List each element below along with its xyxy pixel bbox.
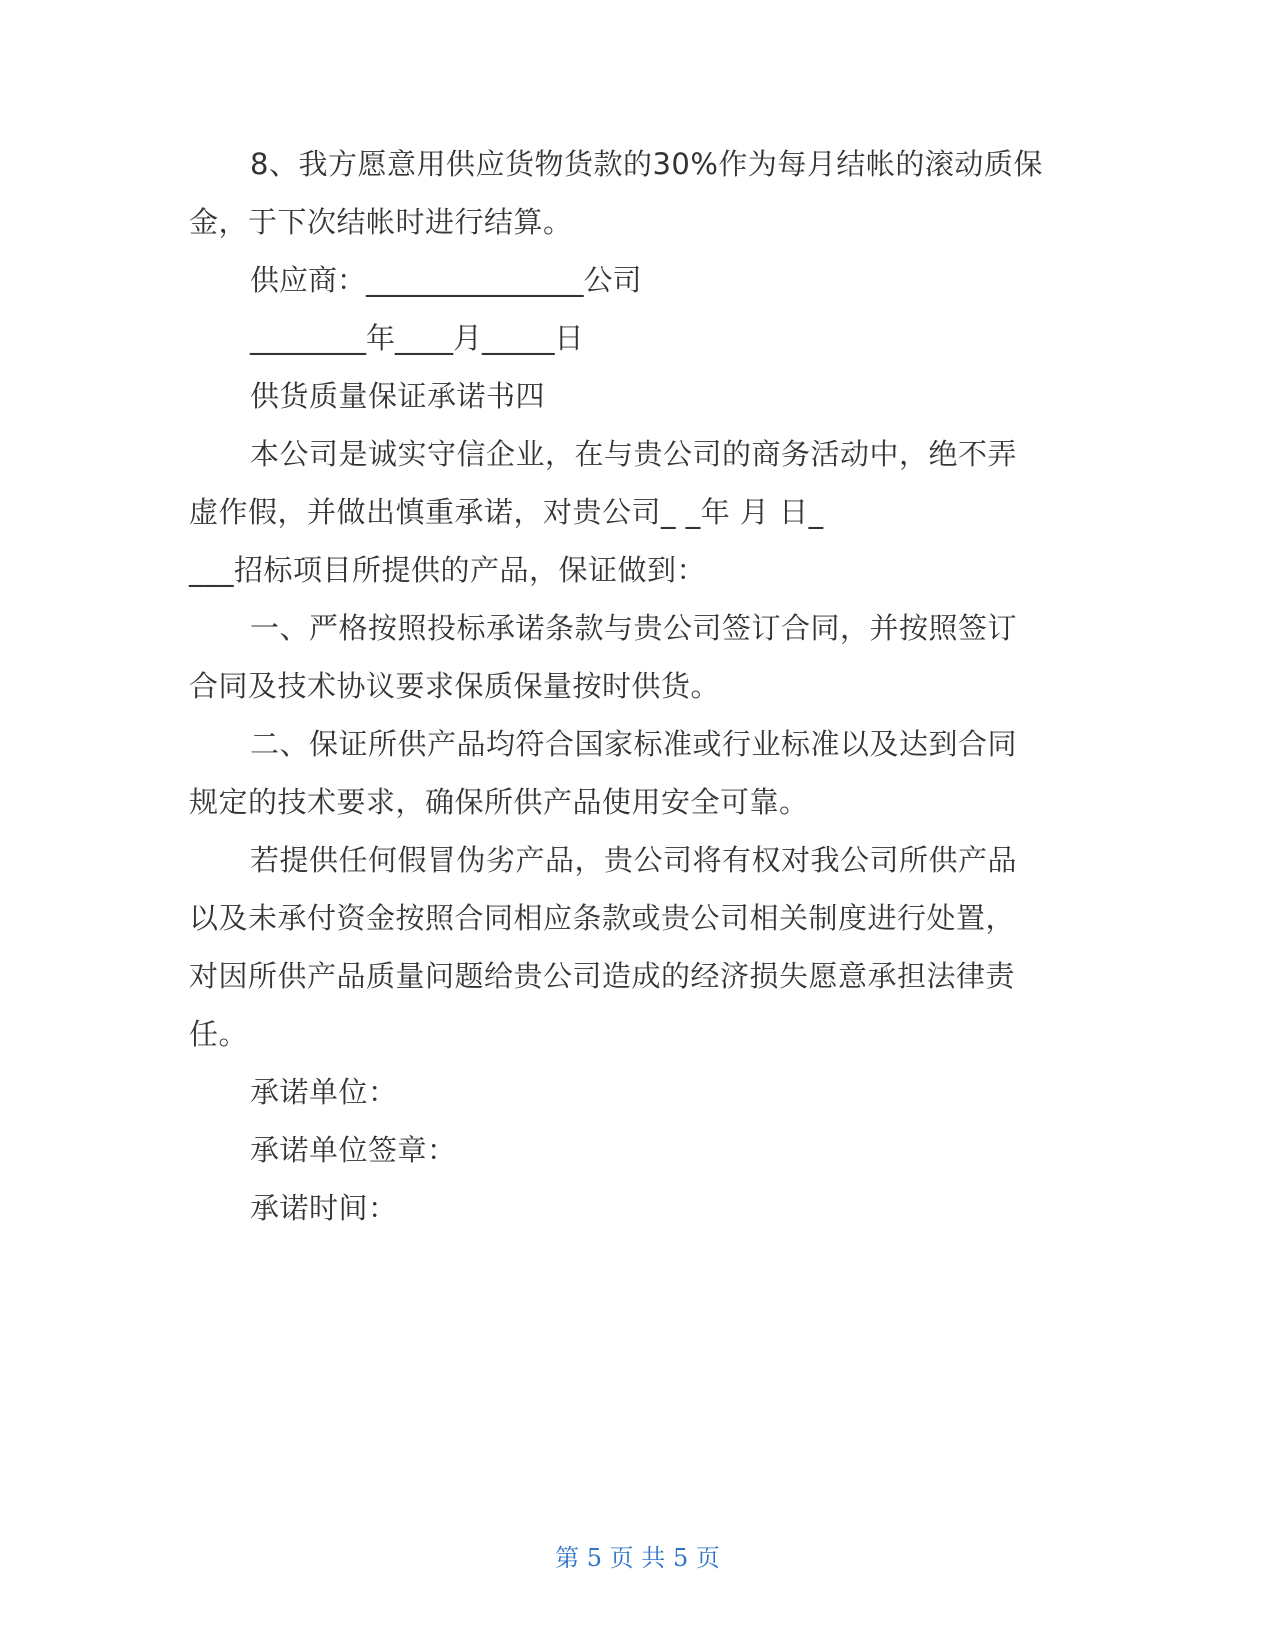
date-blank-line: ________年____月_____日 — [250, 321, 584, 355]
liability-line-3: 对因所供产品质量问题给贵公司造成的经济损失愿意承担法律责 — [189, 959, 1016, 993]
page-number-footer: 第 5 页 共 5 页 — [555, 1544, 720, 1572]
intro-line-3: ___招标项目所提供的产品，保证做到： — [189, 553, 707, 587]
commitment-2-line-2: 规定的技术要求，确保所供产品使用安全可靠。 — [189, 785, 809, 819]
liability-line-1: 若提供任何假冒伪劣产品，贵公司将有权对我公司所供产品 — [250, 843, 1018, 877]
liability-line-2: 以及未承付资金按照合同相应条款或贵公司相关制度进行处置， — [189, 901, 1016, 935]
commitment-1-line-1: 一、严格按照投标承诺条款与贵公司签订合同，并按照签订 — [250, 611, 1018, 645]
commitment-1-line-2: 合同及技术协议要求保质保量按时供货。 — [189, 669, 721, 703]
clause-8-line-2: 金，于下次结帐时进行结算。 — [189, 205, 573, 239]
clause-8-line-1: 8、我方愿意用供应货物货款的30%作为每月结帐的滚动质保 — [250, 147, 1043, 181]
intro-line-2: 虚作假，并做出慎重承诺，对贵公司_ _年 月 日_ — [189, 495, 824, 529]
section-title: 供货质量保证承诺书四 — [250, 379, 546, 413]
supplier-signature-line: 供应商：_______________公司 — [250, 263, 642, 297]
committing-unit-seal-label: 承诺单位签章： — [250, 1133, 457, 1167]
commitment-time-label: 承诺时间： — [250, 1191, 398, 1225]
liability-line-4: 任。 — [189, 1017, 249, 1051]
commitment-2-line-1: 二、保证所供产品均符合国家标准或行业标准以及达到合同 — [250, 727, 1018, 761]
committing-unit-label: 承诺单位： — [250, 1075, 398, 1109]
intro-line-1: 本公司是诚实守信企业，在与贵公司的商务活动中，绝不弄 — [250, 437, 1018, 471]
